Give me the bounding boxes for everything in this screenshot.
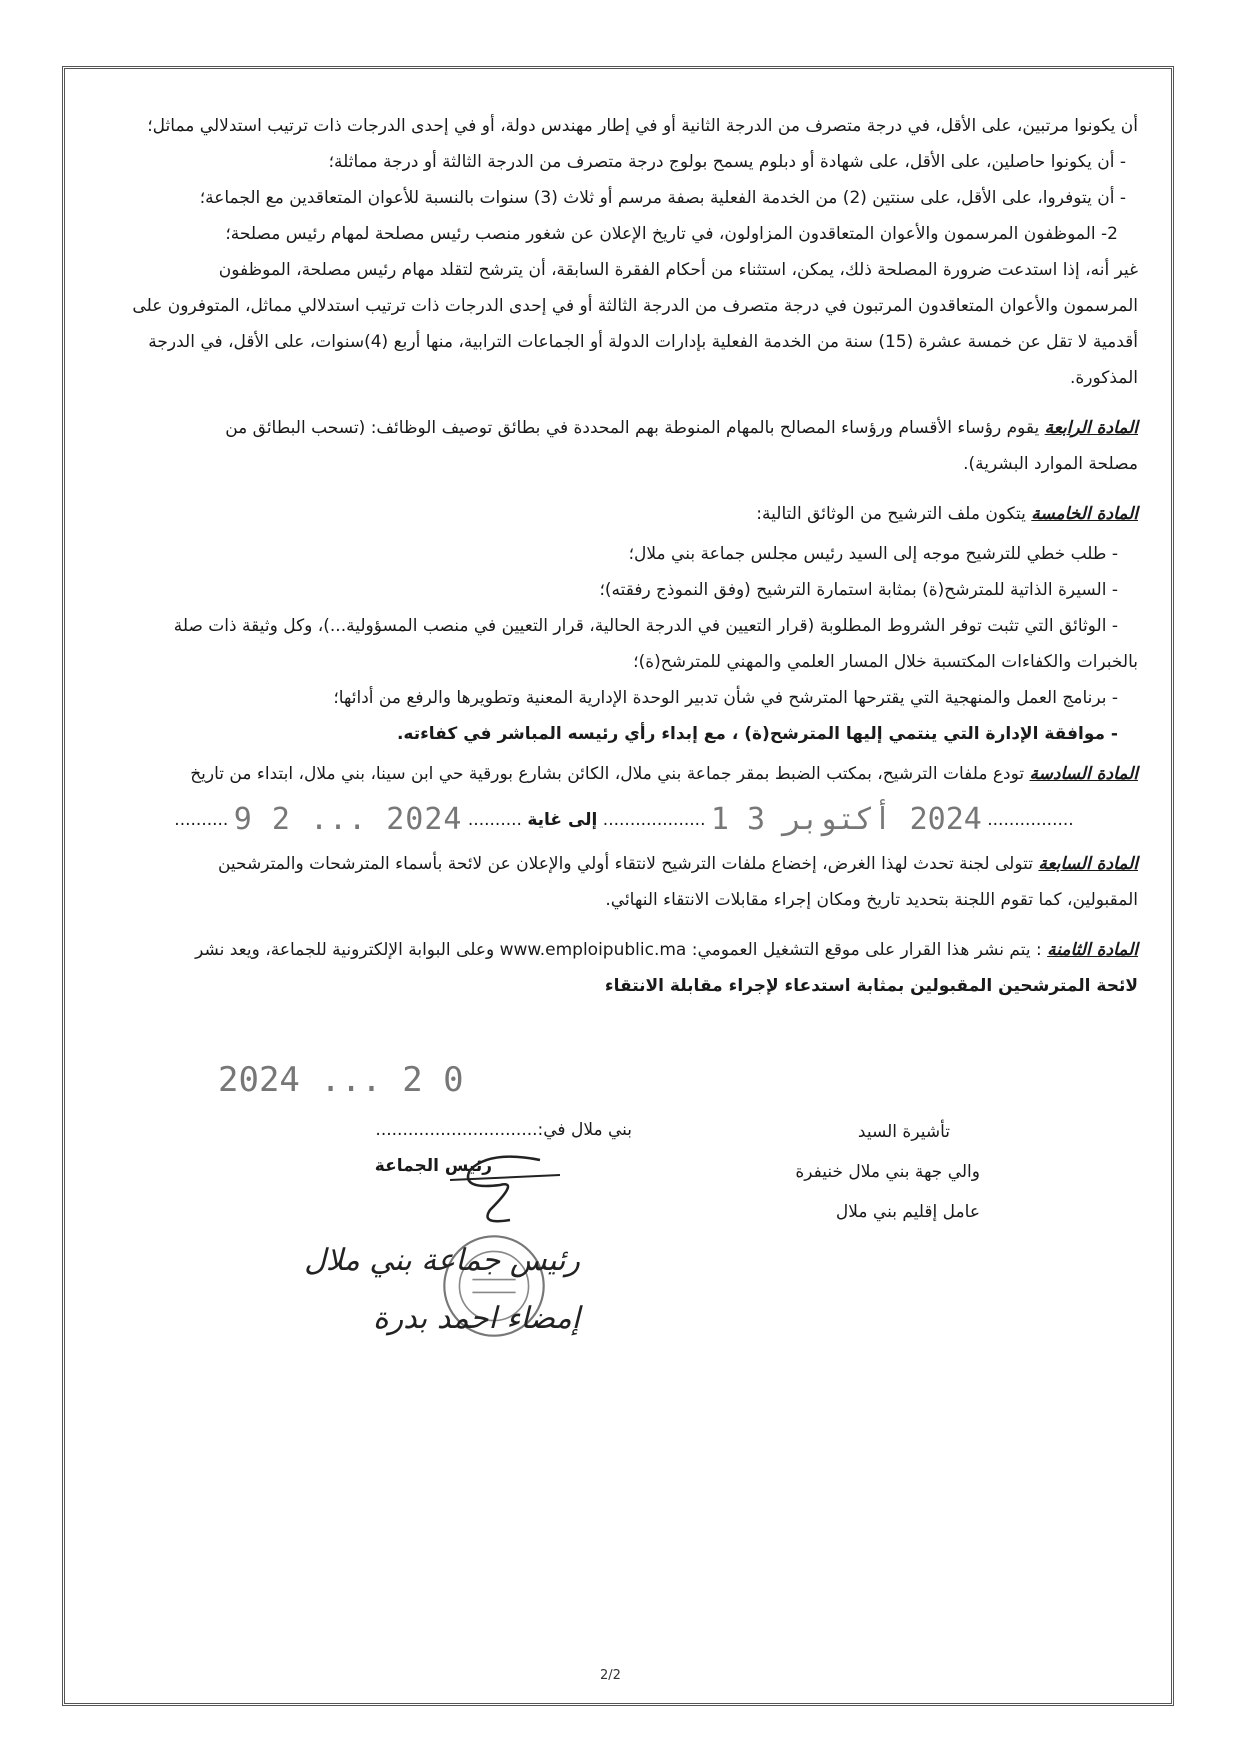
handwritten-line: رئيس جماعة بني ملال (304, 1243, 580, 1278)
article-6 (110, 756, 1138, 792)
signature-block-governor (680, 1112, 980, 1232)
date-dots: .......... (174, 810, 229, 830)
condition-line: 2- الموظفون المرسمون والأعوان المتعاقدون المزاولون، في تاريخ الإعلان عن شغور منصب رئيس مصلحة لمهام رئيس مصلحة؛ (225, 224, 1118, 244)
condition-line: - أن يتوفروا، على الأقل، على سنتين (2) من الخدمة الفعلية بصفة مرسم أو ثلاث (3) سنوات بالنسبة للأعوان المتعاقدين مع الجماعة؛ (199, 188, 1126, 208)
list-item: - السيرة الذاتية للمترشح(ة) بمثابة استمارة الترشيح (وفق النموذج رفقته)؛ (599, 580, 1118, 600)
condition-line: أن يكونوا مرتبين، على الأقل، في درجة متصرف من الدرجة الثانية أو في إطار مهندس دولة، أو في إحدى الدرجات ذات ترتيب استدلالي مماثل؛ (147, 116, 1138, 136)
article-8 (110, 932, 1138, 968)
article-text: لائحة المترشحين المقبولين بمثابة استدعاء لإجراء مقابلة الانتقاء (604, 976, 1138, 996)
date-dots: .......... (467, 810, 522, 830)
until-label: إلى غاية (527, 810, 598, 830)
article-text: تودع ملفات الترشيح، بمكتب الضبط بمقر جماعة بني ملال، الكائن بشارع بورقية حي ابن سينا، بني ملال، ابتداء من تاريخ (190, 764, 1025, 784)
date-dots: ................... (602, 810, 706, 830)
article-7 (110, 846, 1138, 882)
article-4 (110, 410, 1138, 446)
list-item: - برنامج العمل والمنهجية التي يقترحها المترشح في شأن تدبير الوحدة الإدارية المعنية وتطويرها والرفع من أدائها؛ (333, 688, 1118, 708)
handwritten-line: إمضاء احمد بدرة (372, 1301, 580, 1336)
signature-scribble-icon (430, 1140, 570, 1230)
article-heading: المادة السادسة (1029, 764, 1138, 784)
article-heading: المادة الثامنة (1047, 940, 1138, 960)
list-item: بالخبرات والكفاءات المكتسبة خلال المسار العلمي والمهني للمترشح(ة)؛ (633, 652, 1138, 672)
president-title: رئيس الجماعة (374, 1156, 492, 1176)
page-number: 2/2 (600, 1668, 621, 1683)
paragraph-line: المرسمون والأعوان المتعاقدون المرتبون في درجة متصرف من الدرجة الثالثة أو في إحدى الدرجات ذات ترتيب استدلالي مماثل، المتوفرون على (132, 296, 1138, 316)
article-text: وعلى البوابة الإلكترونية للجماعة، ويعد نشر (195, 940, 495, 960)
paragraph-line: المذكورة. (1069, 368, 1138, 388)
article-heading: المادة الرابعة (1044, 418, 1138, 438)
place-date-line: بني ملال في:.............................. (375, 1120, 632, 1140)
list-item: - طلب خطي للترشيح موجه إلى السيد رئيس مجلس جماعة بني ملال؛ (628, 544, 1118, 564)
article-heading: المادة السابعة (1038, 854, 1138, 874)
article-5 (110, 496, 1138, 532)
website-link[interactable]: www.emploipublic.ma (499, 940, 687, 960)
date-dots: ................ (987, 810, 1074, 830)
document-body (110, 108, 1138, 1004)
governor-title: عامل إقليم بني ملال (835, 1202, 980, 1222)
governor-title: والي جهة بني ملال خنيفرة (795, 1162, 980, 1182)
article-text: : يتم نشر هذا القرار على موقع التشغيل العمومي: (691, 940, 1042, 960)
article-text: يقوم رؤساء الأقسام ورؤساء المصالح بالمهام المنوطة بهم المحددة في بطائق توصيف الوظائف: (تسحب البطائق من (225, 418, 1040, 438)
handwritten-signature (180, 1232, 580, 1348)
article-text: يتكون ملف الترشيح من الوثائق التالية: (756, 504, 1026, 524)
article-text: المقبولين، كما تقوم اللجنة بتحديد تاريخ ومكان إجراء مقابلات الانتقاء النهائي. (605, 890, 1138, 910)
date-stamp-until: 2024 أكتوبر 3 1 (710, 802, 982, 837)
article-text: تتولى لجنة تحدث لهذا الغرض، إخضاع ملفات الترشيح لانتقاء أولي والإعلان عن لائحة بأسماء المترشحات والمترشحين (217, 854, 1033, 874)
paragraph-line: أقدمية لا تقل عن خمسة عشرة (15) سنة من الخدمة الفعلية بإدارات الدولة أو الجماعات الترابية، منها أربع (4)سنوات، على الأقل، في الدرجة (148, 332, 1138, 352)
article-heading: المادة الخامسة (1031, 504, 1138, 524)
list-item: - موافقة الإدارة التي ينتمي إليها المترشح(ة) ، مع إبداء رأي رئيسه المباشر في كفاءته. (396, 724, 1118, 744)
visa-label: تأشيرة السيد (857, 1122, 950, 1142)
condition-line: - أن يكونوا حاصلين، على الأقل، على شهادة أو دبلوم يسمح بولوج درجة متصرف من الدرجة الثالثة أو درجة مماثلة؛ (328, 152, 1126, 172)
dates-row (110, 798, 1138, 842)
article-text: مصلحة الموارد البشرية). (963, 454, 1138, 474)
paragraph-line: غير أنه، إذا استدعت ضرورة المصلحة ذلك، يمكن، استثناء من أحكام الفقرة السابقة، أن يترشح لتقلد مهام رئيس مصلحة، الموظفون (218, 260, 1138, 280)
date-stamp-from: 2024 ... 2 9 (233, 802, 463, 837)
signature-date-stamp: 2024 ... 2 0 (218, 1060, 464, 1100)
list-item: - الوثائق التي تثبت توفر الشروط المطلوبة (قرار التعيين في الدرجة الحالية، قرار التعيين في منصب المسؤولية...)، وكل وثيقة ذات صلة (173, 616, 1118, 636)
